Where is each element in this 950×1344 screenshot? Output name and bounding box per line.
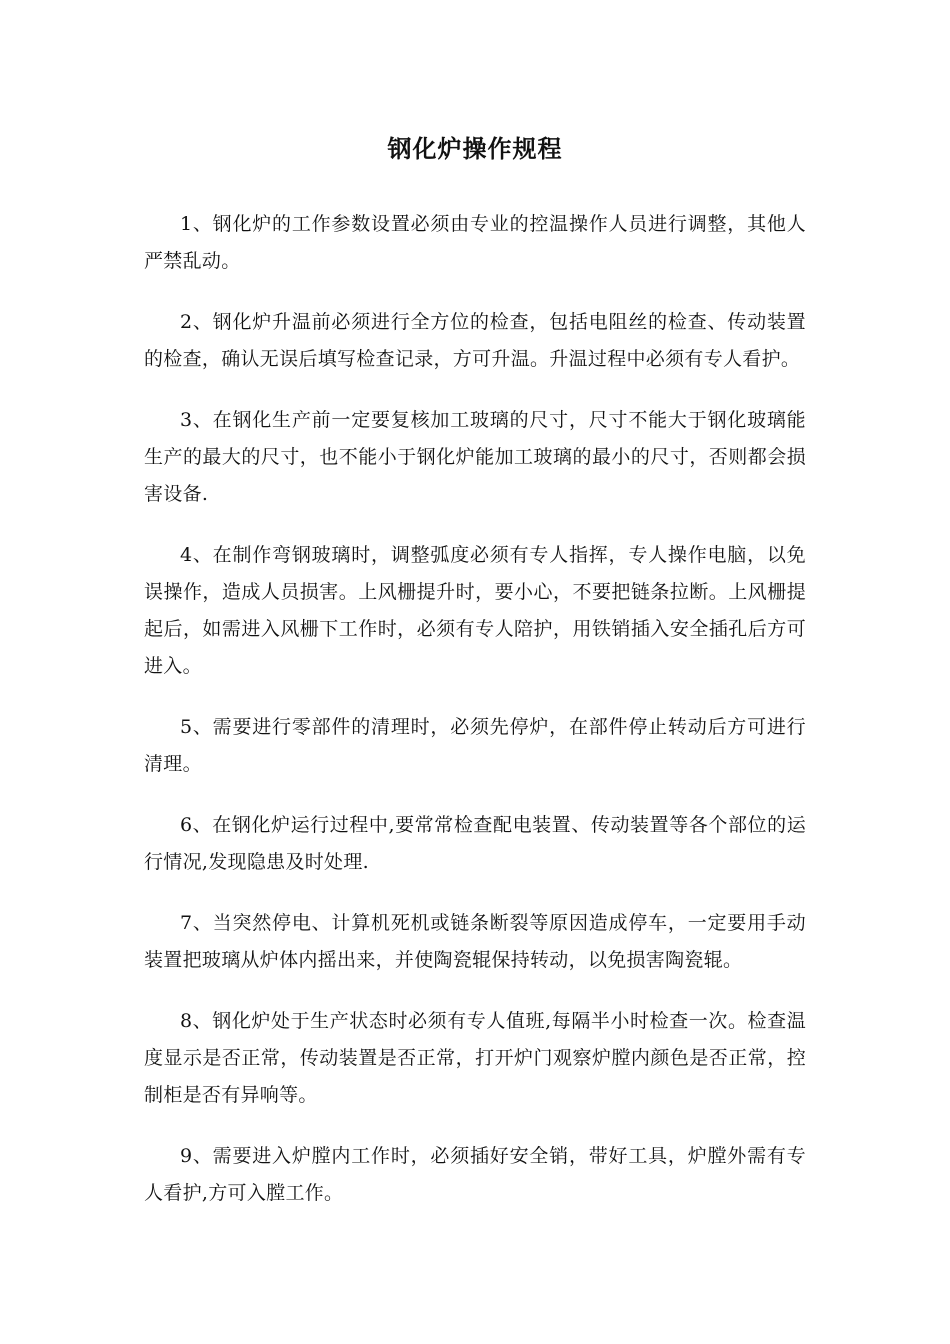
paragraph-2: 2、钢化炉升温前必须进行全方位的检查，包括电阻丝的检查、传动装置的检查，确认无误后填写检查记录，方可升温。升温过程中必须有专人看护。 (144, 311, 806, 370)
paragraph-5: 5、需要进行零部件的清理时，必须先停炉，在部件停止转动后方可进行清理。 (144, 716, 806, 775)
document-body (144, 206, 806, 1236)
paragraph-8: 8、钢化炉处于生产状态时必须有专人值班,每隔半小时检查一次。检查温度显示是否正常，传动装置是否正常，打开炉门观察炉膛内颜色是否正常，控制柜是否有异响等。 (144, 1010, 806, 1106)
paragraph-9: 9、需要进入炉膛内工作时，必须插好安全销，带好工具，炉膛外需有专人看护,方可入膛工作。 (144, 1145, 806, 1204)
paragraph-1: 1、钢化炉的工作参数设置必须由专业的控温操作人员进行调整，其他人严禁乱动。 (144, 213, 806, 272)
paragraph-3: 3、在钢化生产前一定要复核加工玻璃的尺寸，尺寸不能大于钢化玻璃能生产的最大的尺寸，也不能小于钢化炉能加工玻璃的最小的尺寸，否则都会损害设备. (144, 409, 806, 505)
page-title: 钢化炉操作规程 (387, 134, 563, 163)
paragraph-7: 7、当突然停电、计算机死机或链条断裂等原因造成停车，一定要用手动装置把玻璃从炉体内摇出来，并使陶瓷辊保持转动，以免损害陶瓷辊。 (144, 912, 806, 971)
paragraph-4: 4、在制作弯钢玻璃时，调整弧度必须有专人指挥，专人操作电脑，以免误操作，造成人员损害。上风栅提升时，要小心，不要把链条拉断。上风栅提起后，如需进入风栅下工作时，必须有专人陪护，用铁销插入安全插孔后方可进入。 (144, 544, 806, 677)
paragraph-6: 6、在钢化炉运行过程中,要常常检查配电装置、传动装置等各个部位的运行情况,发现隐患及时处理. (144, 814, 806, 873)
